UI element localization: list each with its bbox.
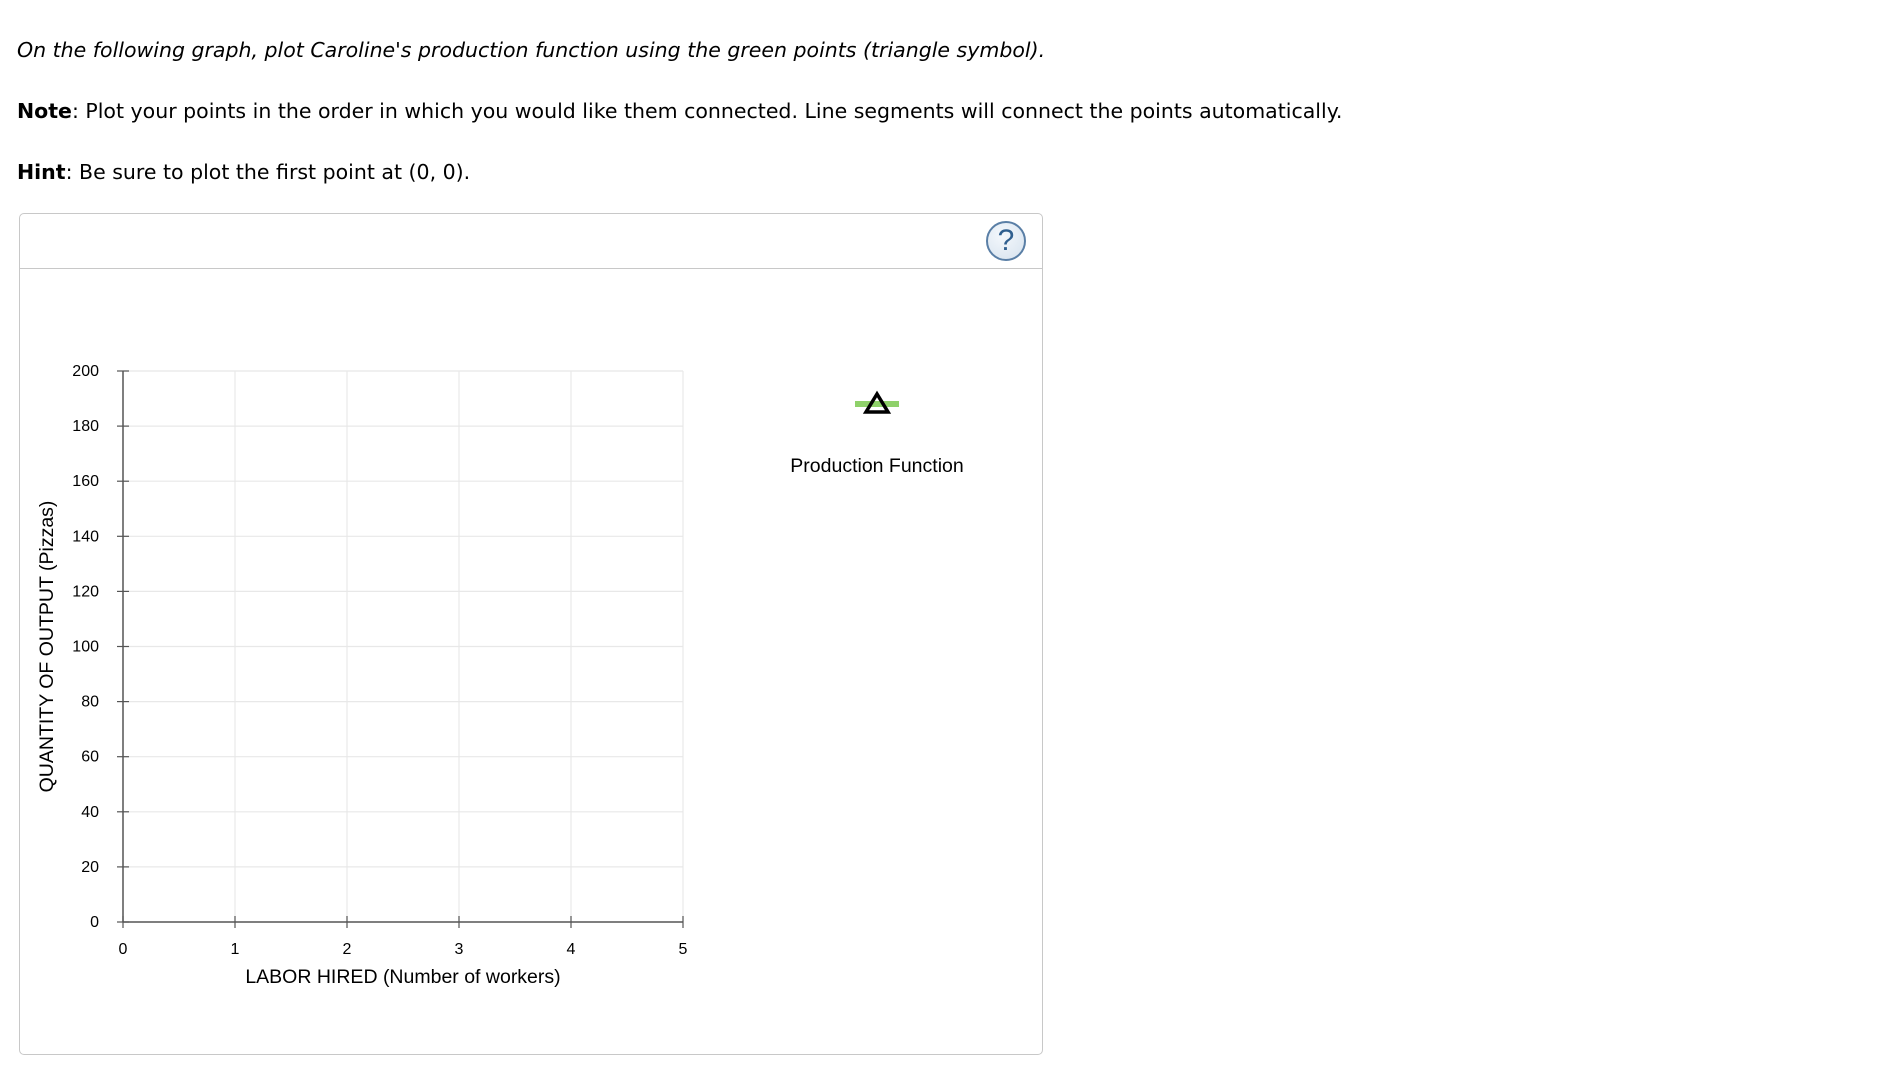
y-axis-label: QUANTITY OF OUTPUT (Pizzas) bbox=[36, 500, 58, 793]
y-tick-label: 60 bbox=[81, 748, 99, 766]
y-tick-label: 140 bbox=[72, 528, 99, 546]
x-tick-label: 5 bbox=[678, 941, 688, 958]
y-tick-label: 120 bbox=[72, 583, 99, 601]
y-tick-label: 160 bbox=[72, 473, 99, 491]
palette-swatch[interactable] bbox=[855, 401, 899, 407]
x-tick-label: 0 bbox=[118, 941, 128, 958]
x-tick-label: 3 bbox=[454, 941, 464, 958]
help-icon: ? bbox=[997, 223, 1015, 257]
y-tick-label: 200 bbox=[72, 363, 99, 380]
y-tick-label: 80 bbox=[81, 693, 99, 711]
hint-text: Hint: Be sure to plot the first point at (0, 0). bbox=[17, 160, 471, 184]
hint-label: Hint bbox=[17, 160, 66, 184]
y-tick-label: 180 bbox=[72, 418, 99, 436]
instruction-text: On the following graph, plot Caroline's production function using the green points (triangle symbol). bbox=[17, 38, 1046, 62]
palette-label: Production Function bbox=[790, 455, 964, 477]
x-tick-label: 1 bbox=[230, 941, 240, 958]
note-label: Note bbox=[17, 99, 72, 123]
x-tick-label: 4 bbox=[566, 941, 576, 958]
y-tick-label: 20 bbox=[81, 858, 99, 876]
x-axis-label: LABOR HIRED (Number of workers) bbox=[245, 966, 561, 988]
x-tick-label: 2 bbox=[342, 941, 352, 958]
y-tick-label: 40 bbox=[81, 803, 99, 821]
y-tick-label: 0 bbox=[90, 914, 99, 931]
note-text: Note: Plot your points in the order in which you would like them connected. Line segments will connect the points automatically. bbox=[17, 99, 1343, 123]
y-tick-label: 100 bbox=[72, 638, 99, 656]
